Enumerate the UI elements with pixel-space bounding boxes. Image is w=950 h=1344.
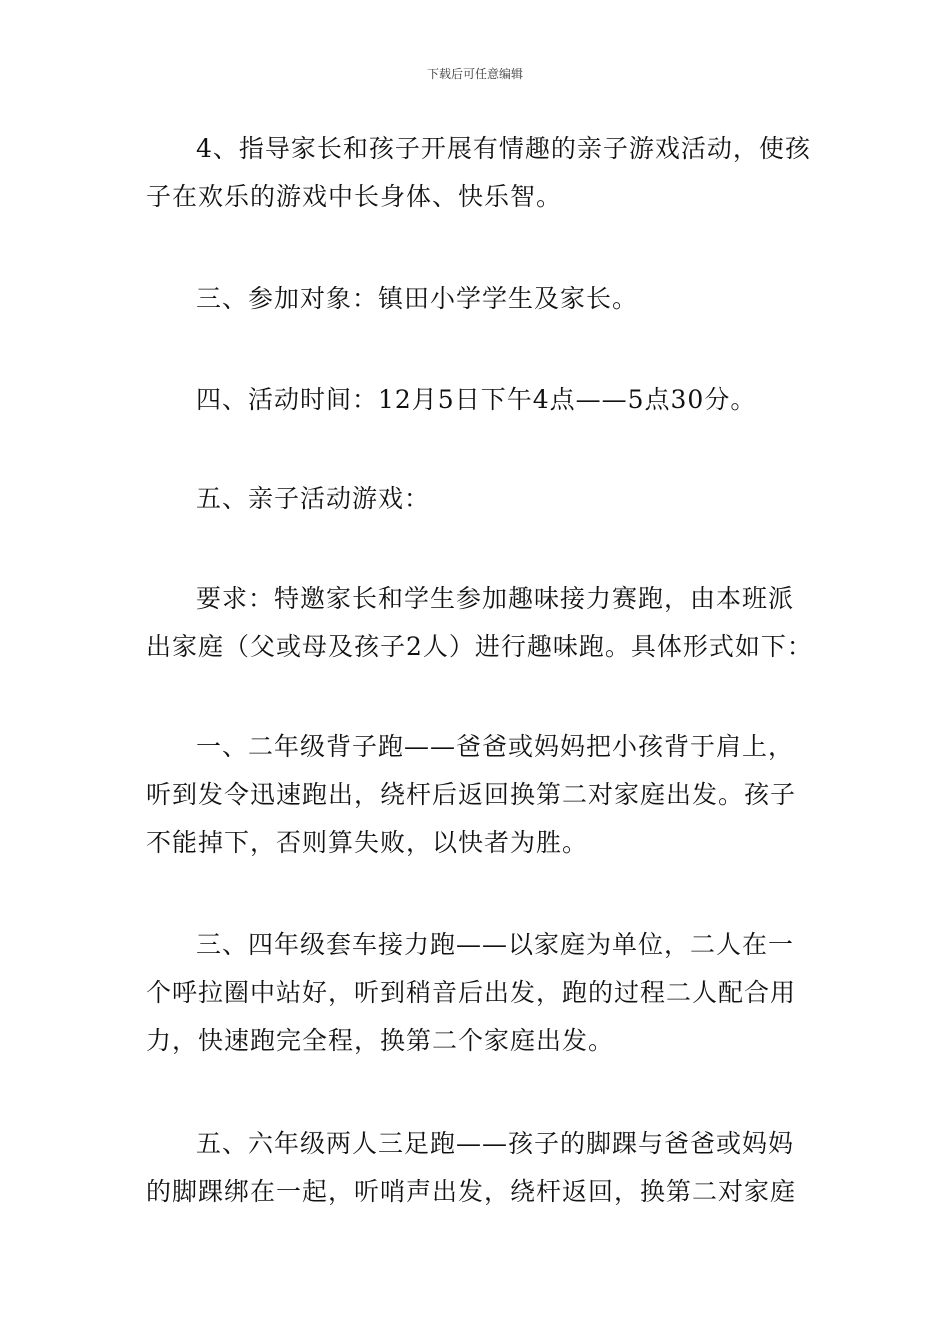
paragraph-requirements — [146, 575, 813, 671]
page-header-note: 下载后可任意编辑 — [426, 67, 523, 81]
paragraph-line: 个呼拉圈中站好，听到稍音后出发，跑的过程二人配合用 — [146, 978, 797, 1007]
paragraph-goal-4 — [146, 125, 811, 221]
paragraph-line: 不能掉下，否则算失败，以快者为胜。 — [146, 828, 589, 857]
paragraph-line: 五、六年级两人三足跑——孩子的脚踝与爸爸或妈妈 — [196, 1129, 795, 1158]
paragraph-activity-time — [146, 376, 808, 424]
paragraph-line: 要求：特邀家长和学生参加趣味接力赛跑，由本班派 — [196, 584, 795, 613]
paragraph-grade-5-6 — [146, 1120, 808, 1216]
paragraph-games-heading — [146, 475, 808, 523]
paragraph-line: 三、参加对象：镇田小学学生及家长。 — [196, 284, 639, 313]
paragraph-line: 三、四年级套车接力跑——以家庭为单位，二人在一 — [196, 930, 795, 959]
paragraph-line: 子在欢乐的游戏中长身体、快乐智。 — [146, 182, 563, 211]
paragraph-line: 一、二年级背子跑——爸爸或妈妈把小孩背于肩上， — [196, 732, 795, 761]
paragraph-grade-1-2 — [146, 723, 808, 867]
paragraph-line: 的脚踝绑在一起，听哨声出发，绕杆返回，换第二对家庭 — [146, 1177, 797, 1206]
paragraph-grade-3-4 — [146, 921, 808, 1065]
paragraph-line: 五、亲子活动游戏： — [196, 484, 431, 513]
paragraph-line: 力，快速跑完全程，换第二个家庭出发。 — [146, 1026, 615, 1055]
paragraph-line: 四、活动时间：12月5日下午4点——5点30分。 — [196, 385, 757, 414]
paragraph-line: 出家庭（父或母及孩子2人）进行趣味跑。具体形式如下： — [146, 632, 813, 661]
paragraph-line: 4、指导家长和孩子开展有情趣的亲子游戏活动，使孩 — [196, 134, 811, 163]
paragraph-participants — [146, 275, 808, 323]
paragraph-line: 听到发令迅速跑出，绕杆后返回换第二对家庭出发。孩子 — [146, 780, 797, 809]
